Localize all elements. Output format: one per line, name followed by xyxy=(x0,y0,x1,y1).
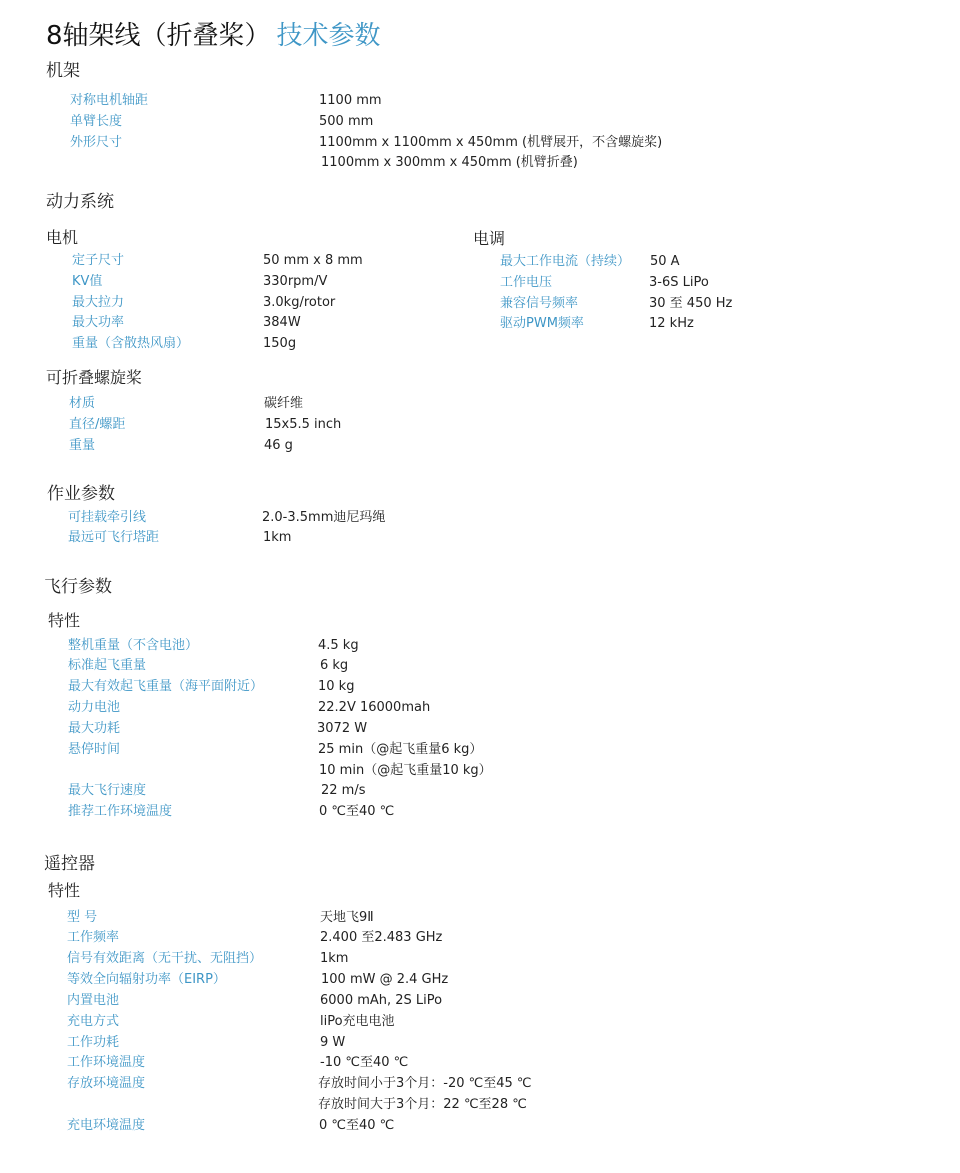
spec-value: 50 A xyxy=(650,254,680,269)
spec-value: 6000 mAh, 2S LiPo xyxy=(320,993,443,1008)
spec-label: 驱动PWM频率 xyxy=(500,316,584,331)
spec-value: 4.5 kg xyxy=(318,638,359,653)
spec-value: 6 kg xyxy=(320,658,349,673)
spec-value: 1100 mm xyxy=(319,93,382,108)
spec-label: 定子尺寸 xyxy=(72,253,125,268)
spec-label: KV值 xyxy=(72,274,103,289)
esc-heading: 电调 xyxy=(473,229,506,248)
spec-value: 50 mm x 8 mm xyxy=(263,253,363,268)
spec-value: 100 mW @ 2.4 GHz xyxy=(321,972,449,987)
spec-label: 最大功率 xyxy=(72,315,125,330)
spec-value: 1100mm x 1100mm x 450mm (机臂展开，不含螺旋桨) xyxy=(319,135,663,150)
spec-value: 10 kg xyxy=(318,679,355,694)
spec-label: 悬停时间 xyxy=(68,742,121,757)
spec-value: 存放时间小于3个月：-20 ℃至45 ℃ xyxy=(318,1076,532,1091)
section-remote-heading: 遥控器 xyxy=(44,854,95,874)
spec-label: 充电方式 xyxy=(67,1014,120,1029)
remote-subheading: 特性 xyxy=(48,881,81,900)
spec-value: 0 ℃至40 ℃ xyxy=(319,804,395,819)
spec-label: 标准起飞重量 xyxy=(68,658,147,673)
spec-value: 1100mm x 300mm x 450mm (机臂折叠) xyxy=(321,155,578,170)
spec-label: 最大拉力 xyxy=(72,295,125,310)
spec-value: 330rpm/V xyxy=(263,274,328,289)
spec-label: 最大功耗 xyxy=(68,721,121,736)
spec-label: 工作功耗 xyxy=(67,1035,120,1050)
spec-label: 外形尺寸 xyxy=(70,135,123,150)
spec-value: 384W xyxy=(263,315,301,330)
spec-label: 对称电机轴距 xyxy=(70,93,149,108)
page-title-accent: 技术参数 xyxy=(276,21,381,51)
spec-value: 2.0-3.5mm迪尼玛绳 xyxy=(262,510,386,525)
spec-value: 150g xyxy=(263,336,297,351)
spec-label: 重量（含散热风扇） xyxy=(72,336,190,351)
spec-value: 2.400 至2.483 GHz xyxy=(320,930,443,945)
spec-value: 1km xyxy=(263,530,292,545)
spec-label: 动力电池 xyxy=(68,700,121,715)
section-operation-heading: 作业参数 xyxy=(47,484,115,504)
flight-subheading: 特性 xyxy=(48,611,81,630)
spec-value: 3-6S LiPo xyxy=(649,275,709,290)
spec-label: 等效全向辐射功率（EIRP） xyxy=(67,972,226,987)
spec-label: 直径/螺距 xyxy=(69,417,126,432)
spec-value: 30 至 450 Hz xyxy=(649,296,733,311)
section-frame-heading: 机架 xyxy=(46,61,80,81)
spec-value: 3.0kg/rotor xyxy=(263,295,336,310)
spec-value: 12 kHz xyxy=(649,316,694,331)
spec-value: 存放时间大于3个月：22 ℃至28 ℃ xyxy=(318,1097,527,1112)
spec-label: 重量 xyxy=(69,438,96,453)
spec-label: 最大有效起飞重量（海平面附近） xyxy=(68,679,264,694)
spec-label: 最远可飞行塔距 xyxy=(68,530,160,545)
spec-label: 型 号 xyxy=(67,910,98,925)
spec-label: 材质 xyxy=(69,396,96,411)
propeller-heading: 可折叠螺旋桨 xyxy=(46,368,143,387)
section-flight-heading: 飞行参数 xyxy=(44,577,112,597)
spec-value: 碳纤维 xyxy=(264,396,304,411)
spec-label: 存放环境温度 xyxy=(67,1076,146,1091)
page-title-main: 8轴架线（折叠桨） xyxy=(46,21,271,51)
spec-label: 工作环境温度 xyxy=(67,1055,146,1070)
spec-value: 3072 W xyxy=(317,721,368,736)
spec-value: 天地飞9Ⅱ xyxy=(320,910,374,925)
spec-value: 1km xyxy=(320,951,349,966)
spec-label: 最大工作电流（持续） xyxy=(500,254,631,269)
spec-label: 充电环境温度 xyxy=(67,1118,146,1133)
spec-value: 46 g xyxy=(264,438,293,453)
spec-label: 推荐工作环境温度 xyxy=(68,804,173,819)
spec-label: 可挂载牵引线 xyxy=(68,510,147,525)
spec-label: 信号有效距离（无干扰、无阻挡） xyxy=(67,951,263,966)
section-power-heading: 动力系统 xyxy=(46,192,114,212)
spec-label: 整机重量（不含电池） xyxy=(68,638,199,653)
spec-value: 9 W xyxy=(320,1035,346,1050)
spec-label: 最大飞行速度 xyxy=(68,783,147,798)
page-title xyxy=(46,20,381,52)
spec-label: 工作频率 xyxy=(67,930,120,945)
spec-value: 0 ℃至40 ℃ xyxy=(319,1118,395,1133)
spec-value: liPo充电电池 xyxy=(320,1014,395,1029)
spec-value: 22.2V 16000mah xyxy=(318,700,431,715)
spec-value: 22 m/s xyxy=(321,783,366,798)
motor-heading: 电机 xyxy=(46,228,79,247)
spec-label: 内置电池 xyxy=(67,993,120,1008)
spec-label: 兼容信号频率 xyxy=(500,296,579,311)
spec-label: 单臂长度 xyxy=(70,114,123,129)
spec-value: 15x5.5 inch xyxy=(265,417,342,432)
spec-label: 工作电压 xyxy=(500,275,553,290)
spec-value: 10 min（@起飞重量10 kg） xyxy=(319,763,492,778)
spec-value: 25 min（@起飞重量6 kg） xyxy=(318,742,483,757)
spec-value: -10 ℃至40 ℃ xyxy=(320,1055,409,1070)
spec-value: 500 mm xyxy=(319,114,374,129)
